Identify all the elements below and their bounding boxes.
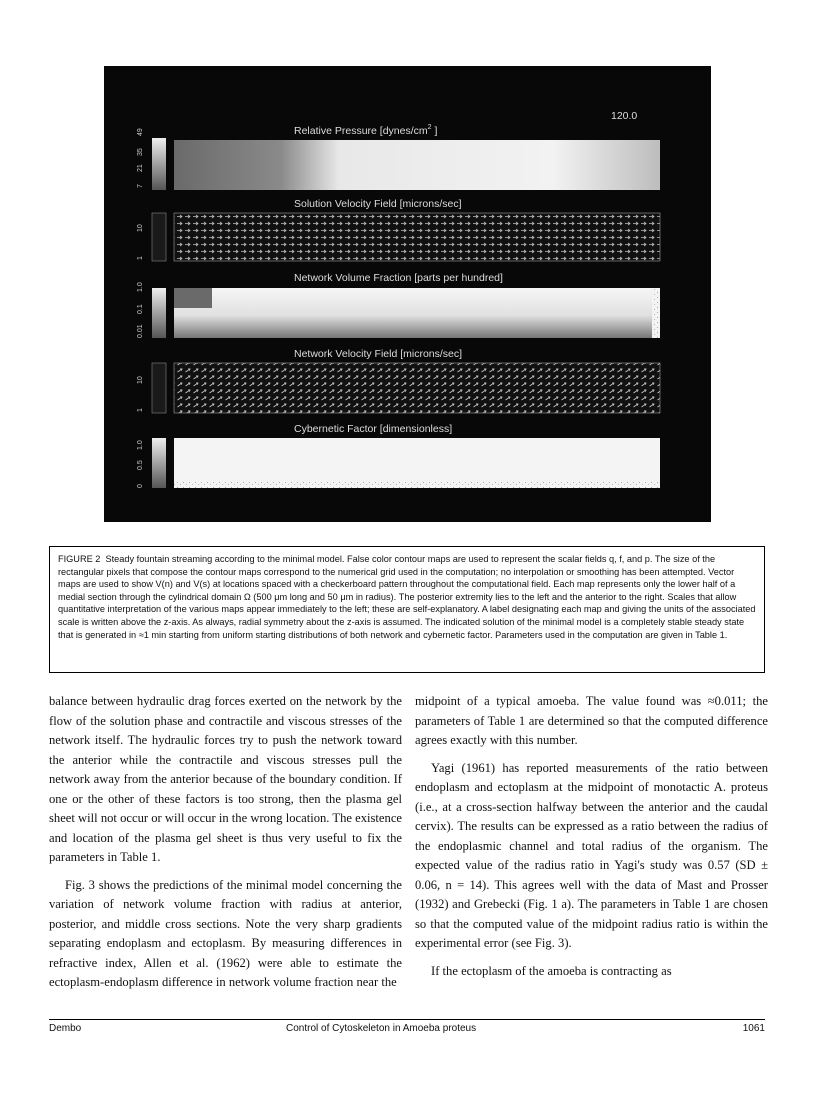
network-velocity-map <box>174 363 660 413</box>
solution-velocity-map <box>174 213 660 261</box>
left-column <box>49 692 402 1001</box>
solution-velocity-scale <box>152 213 166 261</box>
solution-velocity-tick-1: 1 <box>137 256 144 260</box>
figure-2-image <box>104 66 711 522</box>
solution-velocity-tick-10: 10 <box>137 224 144 232</box>
network-velocity-scale <box>152 363 166 413</box>
network-volume-tick-1: 1.0 <box>137 282 144 292</box>
time-label: 120.0 <box>611 110 638 122</box>
figure-label: FIGURE 2 <box>58 554 101 564</box>
solution-velocity-panel <box>137 198 660 261</box>
pressure-tick-35: 35 <box>137 148 144 156</box>
pressure-scale-bar <box>152 138 166 190</box>
cybernetic-tick-0-5: 0.5 <box>137 460 144 470</box>
network-volume-map <box>174 288 660 338</box>
network-volume-title: Network Volume Fraction [parts per hundred] <box>294 272 503 284</box>
relative-pressure-map <box>174 140 660 190</box>
network-volume-posterior-block <box>174 288 212 308</box>
network-volume-tick-0-1: 0.1 <box>137 304 144 314</box>
figure-caption <box>49 546 765 673</box>
footer-title: Control of Cytoskeleton in Amoeba proteus <box>286 1023 477 1034</box>
relative-pressure-title: Relative Pressure [$dynes/cm^2$ ] <box>294 124 438 137</box>
right-paragraph-1: midpoint of a typical amoeba. The value found was ≈0.011; the parameters of Table 1 are determined so that the computed difference agrees exactly with this number. <box>415 694 768 747</box>
network-volume-tick-0-01: 0.01 <box>137 324 144 338</box>
relative-pressure-panel <box>137 124 660 190</box>
network-velocity-tick-1: 1 <box>137 408 144 412</box>
page-footer <box>49 1019 765 1034</box>
network-volume-scale-bar <box>152 288 166 338</box>
cybernetic-factor-bottom-band <box>174 480 660 488</box>
right-paragraph-2: Yagi (1961) has reported measurements of the ratio between endoplasm and ectoplasm at the midpoint of monotactic A. proteus (i.e., at a cross-section halfway between the anterior and the caudal cervix). The results can be expressed as a ratio between the radius of the endoplasmic channel and total radius of the organism. The expected value of the radius ratio in Yagi's study was 0.57 (SD ± 0.06, n = 14). This agrees well with the data of Mast and Prosser (1932) and Grebecki (Fig. 1 a). The parameters in Table 1 are chosen so that the computed value of the midpoint radius ratio is within the experimental error (see Fig. 3). <box>415 760 768 950</box>
cybernetic-factor-scale-bar <box>152 438 166 488</box>
network-velocity-title: Network Velocity Field [microns/sec] <box>294 348 463 360</box>
network-velocity-tick-10: 10 <box>137 376 144 384</box>
solution-velocity-title: Solution Velocity Field [microns/sec] <box>294 198 462 210</box>
right-column <box>415 692 768 989</box>
left-paragraph-2: Fig. 3 shows the predictions of the minimal model concerning the variation of network volume fraction with radius at anterior, posterior, and middle cross sections. Note the very sharp gradients separating endoplasm and ectoplasm. By measuring differences in refractive index, Allen et al. (1962) were able to estimate the ectoplasm-endoplasm difference in network volume fraction near the <box>49 877 402 989</box>
pressure-tick-7: 7 <box>137 184 144 188</box>
pressure-tick-21: 21 <box>137 164 144 172</box>
network-velocity-panel <box>137 348 660 413</box>
footer-page-number: 1061 <box>742 1023 765 1034</box>
figure-2-panels <box>104 66 711 522</box>
cybernetic-factor-title: Cybernetic Factor [dimensionless] <box>294 423 453 435</box>
network-volume-panel <box>137 272 660 338</box>
right-paragraph-3: If the ectoplasm of the amoeba is contracting as <box>431 963 672 978</box>
left-paragraph-1: balance between hydraulic drag forces exerted on the network by the flow of the solution phase and contractile and viscous stresses of the network itself. The hydraulic forces try to push the network toward the anterior while the contractile and viscous stresses pull the network away from the anterior because of the boundary condition. If one or the other of these factors is too strong, then the plasma gel sheet will not occur or will occur in the wrong location. The existence and location of the plasma gel sheet is thus very useful to fix the parameters in Table 1. <box>49 694 402 864</box>
figure-caption-text: Steady fountain streaming according to the minimal model. False color contour maps are used to represent the scalar fields q, f, and p. The size of the rectangular pixels that compose the contour maps correspond to the numerical grid used in the computation; no interpolation or smoothing has been attempted. Vector maps are used to show V(n) and V(s) at locations spaced with a checkerboard pattern throughout the computational field. Each map represents only the lower half of a medial section through the cylindrical domain Ω (500 μm long and 50 μm in radius). The posterior extremity lies to the left and the anterior to the right. Scales that allow quantitative interpretation of the various maps appear immediately to the left; these are self-explanatory. A label designating each map and giving the units of the associated scale is written above the z-axis. As always, radial symmetry about the z-axis is assumed. The indicated solution of the minimal model is a completely stable steady state that is generated in ≈1 min starting from uniform starting distributions of both network and cybernetic factor. Parameters used in the computation are given in Table 1. <box>58 554 756 640</box>
cybernetic-tick-0: 0 <box>137 484 144 488</box>
network-volume-anterior-edge <box>652 288 660 338</box>
pressure-tick-49: 49 <box>137 128 144 136</box>
cybernetic-factor-panel <box>137 423 660 488</box>
footer-author: Dembo <box>49 1023 82 1034</box>
cybernetic-tick-1: 1.0 <box>137 440 144 450</box>
